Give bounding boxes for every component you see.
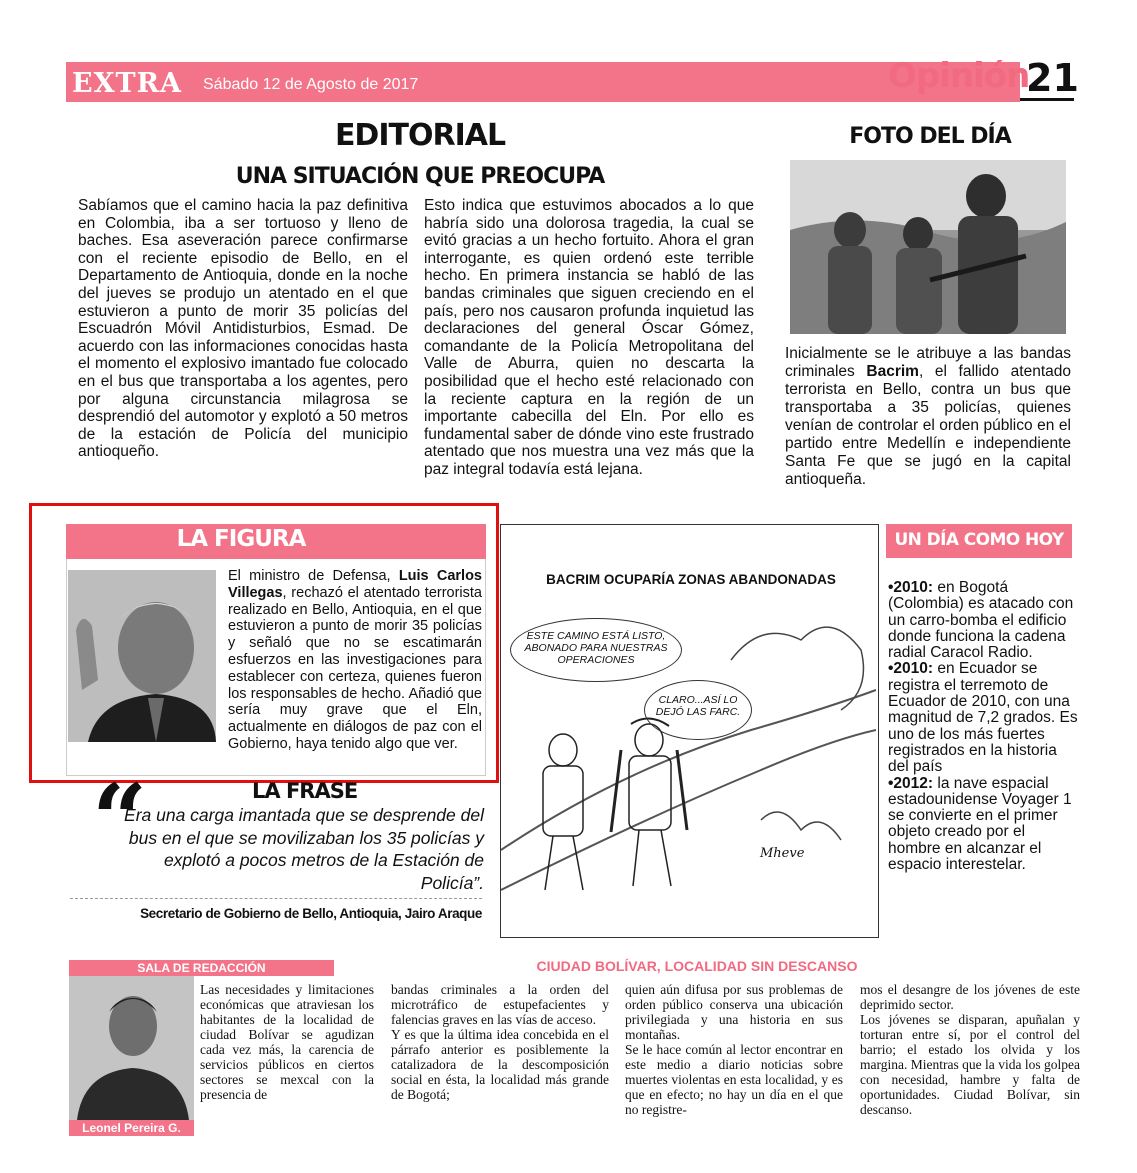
foto-del-dia-caption bbox=[785, 345, 1071, 489]
sala-column-3: quien aún difusa por sus problemas de orden público conserva una ubicación privilegiada y una historia en sus montañas. Se le hace común al lector encontrar en este medio a diario noticias sobre muertes violentas en esta localidad, y es que en efecto; no hay un día en el que no registre- bbox=[625, 982, 843, 1117]
reporter-photo bbox=[69, 976, 194, 1136]
quote-mark-icon: “ bbox=[92, 763, 148, 876]
speech-bubble-1-text: ESTE CAMINO ESTÁ LISTO, ABONADO PARA NUESTRAS OPERACIONES bbox=[524, 630, 668, 666]
page-number: 21 bbox=[1026, 56, 1079, 100]
soldiers-photo-graphic bbox=[790, 160, 1066, 334]
history-item-text: en Bogotá (Colombia) es atacado con un carro-bomba el edificio donde funciona la cadena radial Caracol Radio. bbox=[888, 579, 1074, 662]
newspaper-logo: EXTRA bbox=[72, 68, 183, 99]
section-title: Opinión bbox=[888, 56, 1030, 96]
editorial-column-1: Sabíamos que el camino hacia la paz definitiva en Colombia, iba a ser tortuoso y lleno de baches. Esa aseveración parece confirmarse con el reciente episodio de Bello, en el Departamento de Antioquia, donde en la noche del jueves se produjo un atentado en el que estuvieron a punto de morir 35 policías del Escuadrón Móvil Antidisturbios, Esmad. De acuerdo con las informaciones conocidas hasta el momento el explosivo imantado fue colocado en el bus que transportaba a los agentes, pero por alguna circunstancia milagrosa se desprendió del automotor y explotó a 50 metros de la estación de Policía del municipio antioqueño. bbox=[78, 197, 408, 461]
history-item-year: •2010: bbox=[888, 579, 934, 596]
figura-text-end: , rechazó el atentado terrorista realizado en Bello, Antioquia, en el que estuvieron a punto de morir 35 policías y señaló que no se escatimarán esfuerzos en las investigaciones para establecer con certeza, quienes fueron los responsables de hecho. Añadió que sería muy grave que el Eln, actualmente en diálogos de paz con el Gobierno, haya tenido algo que ver. bbox=[228, 584, 482, 752]
la-frase-author: Secretario de Gobierno de Bello, Antioquia, Jairo Araque bbox=[140, 906, 482, 921]
reporter-name: Leonel Pereira G. bbox=[69, 1120, 194, 1136]
figura-bold-name: Luis Carlos Villegas bbox=[228, 568, 482, 601]
history-item bbox=[888, 776, 1078, 874]
caption-bold-name: Bacrim bbox=[866, 363, 919, 380]
sala-column-1: Las necesidades y limitaciones económicas que atraviesan los habitantes de la localidad de ciudad Bolívar se agudizan cada vez más, la carencia de servicios públicos en ciertos sectores se mexcal con la presencia de bbox=[200, 982, 374, 1102]
cartoon-title: BACRIM OCUPARÍA ZONAS ABANDONADAS bbox=[546, 572, 836, 587]
foto-del-dia-heading: FOTO DEL DÍA bbox=[849, 124, 1011, 149]
history-item bbox=[888, 580, 1078, 661]
history-item bbox=[888, 661, 1078, 775]
soldiers-photo bbox=[790, 160, 1066, 334]
sala-column-2: bandas criminales a la orden del microtráfico de estupefacientes y falencias graves en las vías de acceso. Y es que la última idea concebida en el párrafo anterior es posiblemente la catalizadora de la descomposición social en ésta, la localidad más grande de Bogotá; bbox=[391, 982, 609, 1102]
editorial-heading: EDITORIAL bbox=[334, 118, 506, 153]
la-figura-heading: LA FIGURA bbox=[176, 526, 306, 552]
caption-text-start: Inicialmente se le atribuye a las bandas criminales bbox=[785, 345, 1071, 380]
figura-text-start: El ministro de Defensa, bbox=[228, 568, 399, 584]
ciudad-bolivar-title: CIUDAD BOLÍVAR, LOCALIDAD SIN DESCANSO bbox=[536, 958, 858, 974]
speech-bubble-2-text: CLARO...ASÍ LO DEJÓ LAS FARC. bbox=[655, 694, 741, 718]
history-item-year: •2012: bbox=[888, 774, 934, 792]
frase-divider bbox=[70, 898, 482, 899]
un-dia-como-hoy-heading: UN DÍA COMO HOY bbox=[894, 530, 1064, 550]
history-item-year: •2010: bbox=[888, 660, 934, 678]
un-dia-como-hoy-list bbox=[888, 580, 1078, 873]
editorial-column-2: Esto indica que estuvimos abocados a lo que habría sido una dolorosa tragedia, la cual se evitó gracias a un hecho fortuito. Ahora el gran interrogante, es quien ordenó este terrible hecho. En primera instancia se habló de las bandas criminales que siguen creciendo en el país, pero nos causaron profunda inquietud las declaraciones del general Óscar Gómez, comandante de la Policía Metropolitana del Valle de Aburra, quien no descarta la posibilidad que el hecho esté relacionado con la reciente captura en la región de un importante cabecilla del Eln. Por ello es fundamental saber de dónde vino este frustrado atentado que nos muestra una vez más que la paz integral todavía está lejana. bbox=[424, 197, 754, 478]
sala-de-redaccion-heading: SALA DE REDACCIÓN bbox=[137, 961, 266, 975]
reporter-photo-graphic bbox=[69, 976, 194, 1120]
issue-date: Sábado 12 de Agosto de 2017 bbox=[203, 76, 419, 93]
highlight-frame bbox=[29, 503, 499, 783]
la-frase-quote: Era una carga imantada que se desprende del bus en el que se movilizaban los 35 policías y explotó a pocos metros de la Estación de Policía”. bbox=[124, 805, 484, 893]
cartoonist-signature: Mheve bbox=[760, 846, 805, 861]
sala-column-4: mos el desangre de los jóvenes de este deprimido sector. Los jóvenes se disparan, apuñalan y torturan entre sí, por el control del barrio; el estado los olvida y los margina. Mientras que la vida los golpea con necesidad, hambre y falta de oportunidades. Ciudad Bolívar, sin descanso. bbox=[860, 982, 1080, 1117]
caption-text-end: , el fallido atentado terrorista en Bello, contra un bus que transportaba a 35 policías, quienes venían de controlar el orden público en el partido entre Medellín e independiente Santa Fe que se jugó en la capital antioqueña. bbox=[785, 363, 1072, 488]
history-item-text: en Ecuador se registra el terremoto de Ecuador de 2010, con una magnitud de 7,2 grados. Es uno de los más fuertes registrados en la historia del país bbox=[888, 660, 1078, 776]
la-frase-heading: LA FRASE bbox=[252, 779, 358, 803]
editorial-subheading: UNA SITUACIÓN QUE PREOCUPA bbox=[235, 164, 605, 189]
history-item-text: la nave espacial estadounidense Voyager 1 se convierte en el primer objeto creado por el hombre en alcanzar el espacio interestelar. bbox=[888, 774, 1072, 874]
